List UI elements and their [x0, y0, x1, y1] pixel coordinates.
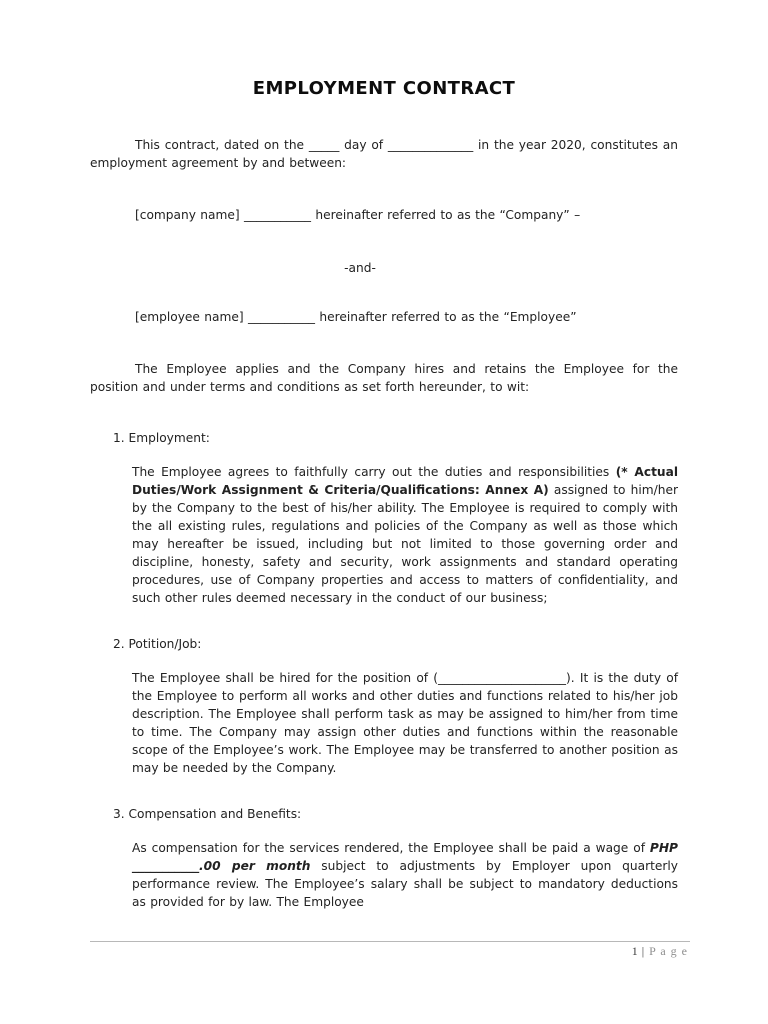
- section-number: 2.: [113, 637, 125, 651]
- section-position-job: [90, 635, 678, 777]
- footer-page-label: P a g e: [649, 944, 688, 958]
- text-segment: As compensation for the services rendered, the Employee shall be paid a wage of: [132, 841, 650, 855]
- text-segment: [employee name] ___________ hereinafter referred to as the “Employee”: [135, 310, 577, 324]
- text-segment: This contract, dated on the _____ day of ______________ in the year 2020, constitutes an employment agreement by and between:: [90, 138, 678, 170]
- footer-page-indicator: [90, 944, 688, 959]
- text-segment: assigned to him/her by the Company to the best of his/her ability. The Employee is required to comply with the all existing rules, regulations and policies of the Company as well as those which may hereafter be issued, including but not limited to those governing order and discipline, honesty, safety and security, work assignments and standard operating procedures, use of Company properties and access to matters of confidentiality, and such other rules deemed necessary in the conduct of our business;: [132, 483, 678, 605]
- company-name-line: [90, 206, 678, 224]
- section-employment: [90, 429, 678, 607]
- footer-separator: |: [641, 944, 645, 958]
- applies-paragraph: [90, 360, 678, 396]
- text-segment: The Employee applies and the Company hires and retains the Employee for the position and under terms and conditions as set forth hereunder, to wit:: [90, 362, 678, 394]
- text-segment: [company name] ___________ hereinafter referred to as the “Company” –: [135, 208, 581, 222]
- section-heading-label: Employment:: [128, 431, 210, 445]
- section-compensation-benefits: [90, 805, 678, 911]
- section-body-paragraph: [132, 839, 678, 911]
- section-heading-label: Potition/Job:: [128, 637, 202, 651]
- section-heading-label: Compensation and Benefits:: [128, 807, 302, 821]
- document-title: EMPLOYMENT CONTRACT: [252, 78, 516, 99]
- text-segment: The Employee agrees to faithfully carry out the duties and responsibilities: [132, 465, 616, 479]
- section-heading: [113, 635, 678, 653]
- section-heading: [113, 429, 678, 447]
- employee-name-line: [90, 308, 678, 326]
- section-body-paragraph: [132, 463, 678, 607]
- text-segment: subject to adjustments by Employer upon quarterly performance review. The Employee’s salary shall be subject to mandatory deductions as provided for by law. The Employee: [132, 859, 679, 909]
- section-number: 1.: [113, 431, 125, 445]
- section-heading: [113, 805, 678, 823]
- text-segment: The Employee shall be hired for the position of (_____________________). It is the duty of the Employee to perform all works and other duties and functions related to his/her job description. The Employee shall perform task as may be assigned to him/her from time to time. The Company may assign other duties and functions within the reasonable scope of the Employee’s work. The Employee may be transferred to another position as may be needed by the Company.: [132, 671, 678, 775]
- and-separator: -and-: [344, 261, 376, 275]
- text-segment: PHP ___________.00 per month: [132, 841, 678, 873]
- intro-paragraph: [90, 136, 678, 172]
- footer-page-number: 1: [631, 944, 638, 958]
- section-number: 3.: [113, 807, 125, 821]
- text-segment: (* Actual Duties/Work Assignment & Criteria/Qualifications: Annex A): [132, 465, 678, 497]
- footer-divider: [90, 941, 690, 942]
- section-body-paragraph: [132, 669, 678, 777]
- page-footer: [0, 941, 768, 959]
